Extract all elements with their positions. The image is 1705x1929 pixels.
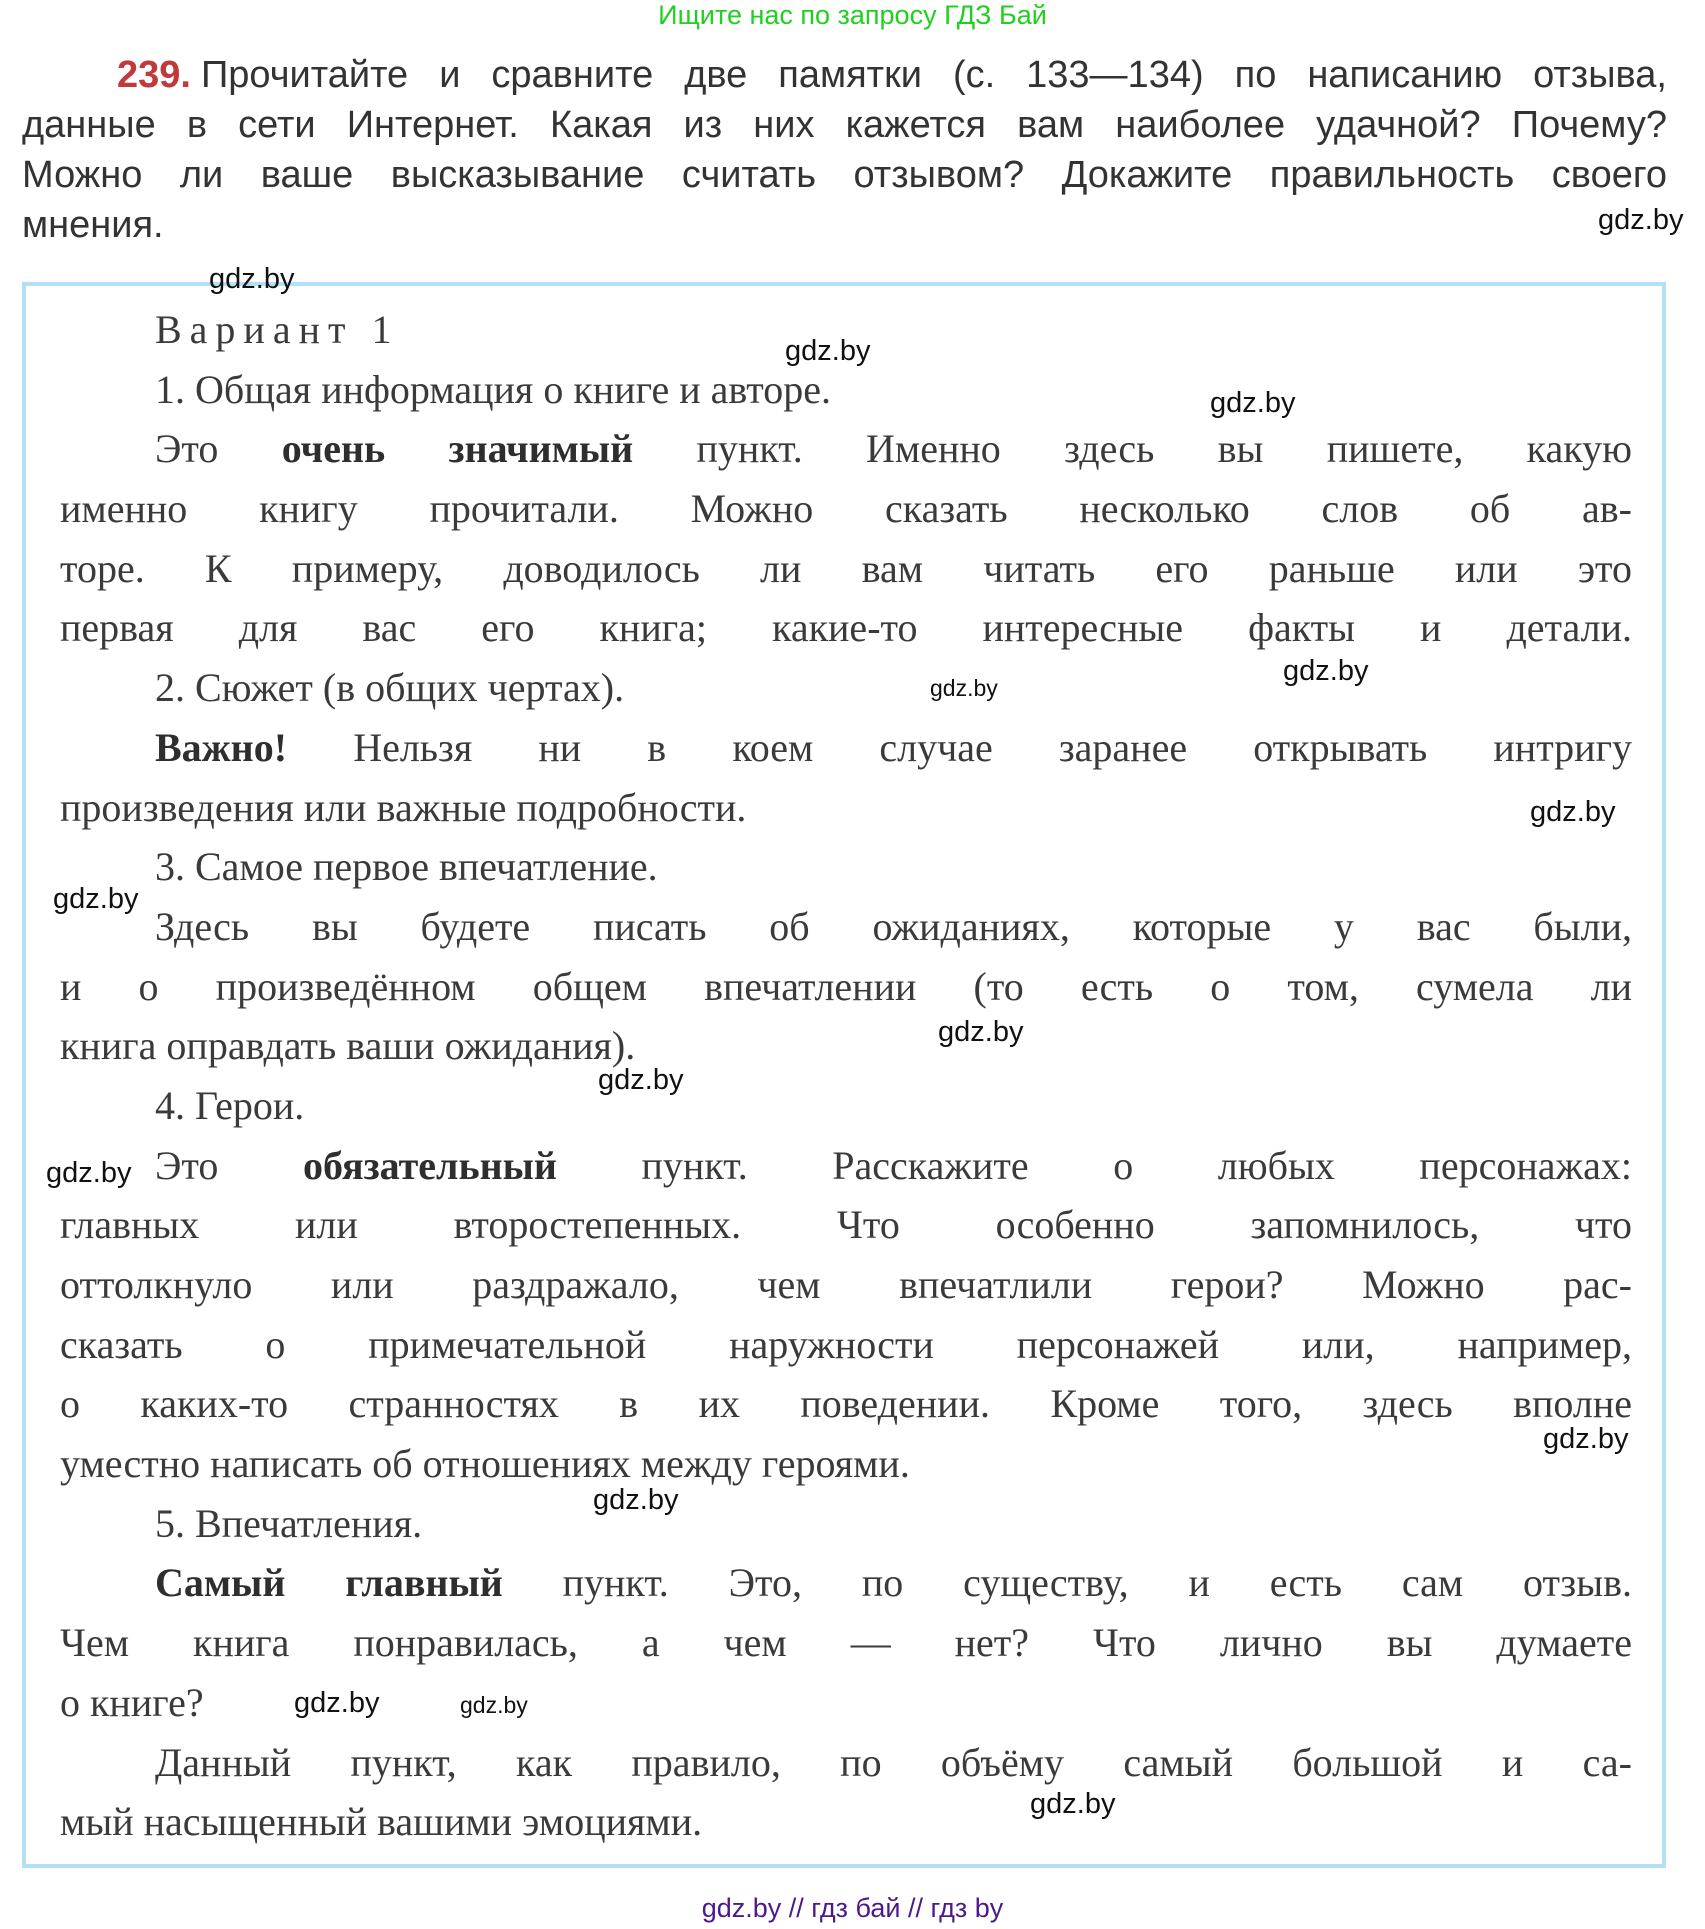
memo-text-segment: о каких-то странностях в их поведении. Кроме того, здесь вполне xyxy=(60,1381,1632,1427)
emphasis-text: Важно! xyxy=(155,724,288,770)
memo-line xyxy=(60,837,1632,897)
task-line: Можно ли ваше высказывание считать отзывом? Докажите правильность своего xyxy=(22,154,1667,196)
memo-text-segment: произведения или важные подробности. xyxy=(60,784,747,830)
memo-text-segment: сказать о примечательной наружности персонажей или, например, xyxy=(60,1321,1632,1367)
watermark: gdz.by xyxy=(930,675,998,701)
memo-line xyxy=(60,419,1632,479)
memo-line xyxy=(60,1494,1632,1554)
memo-line xyxy=(60,1136,1632,1196)
watermark: gdz.by xyxy=(1543,1423,1629,1455)
watermark: gdz.by xyxy=(46,1157,132,1189)
watermark: gdz.by xyxy=(938,1016,1024,1048)
footer-links: gdz.by // гдз бай // гдз by xyxy=(701,1893,1004,1923)
watermark: gdz.by xyxy=(1030,1788,1116,1820)
memo-text-segment: Нельзя ни в коем случае заранее открывать интригу xyxy=(287,724,1632,770)
memo-line xyxy=(60,1315,1632,1375)
memo-text-segment: торе. К примеру, доводилось ли вам читать его раньше или это xyxy=(60,545,1632,591)
memo-line xyxy=(60,1195,1632,1255)
memo-line xyxy=(60,897,1632,957)
memo-text-segment: 5. Впечатления. xyxy=(155,1500,423,1546)
watermark: gdz.by xyxy=(460,1692,528,1718)
watermark: gdz.by xyxy=(1210,387,1296,419)
memo-text-segment: книга оправдать ваши ожидания). xyxy=(60,1023,636,1069)
emphasis-text: обязательный xyxy=(302,1142,557,1188)
memo-text-segment: Данный пункт, как правило, по объёму самый большой и са- xyxy=(155,1739,1632,1785)
emphasis-text: Самый главный xyxy=(155,1560,503,1606)
memo-line xyxy=(60,957,1632,1017)
memo-text-segment: первая для вас его книга; какие-то интересные факты и детали. xyxy=(60,605,1632,651)
task-line xyxy=(22,50,1667,100)
memo-text-segment: пункт. Расскажите о любых персонажах: xyxy=(556,1142,1632,1188)
memo-text-segment: оттолкнуло или раздражало, чем впечатлили герои? Можно рас- xyxy=(60,1262,1632,1307)
memo-line xyxy=(60,1613,1632,1673)
task-line: данные в сети Интернет. Какая из них кажется вам наиболее удачной? Почему? xyxy=(22,104,1667,146)
watermark: gdz.by xyxy=(785,335,871,367)
watermark: gdz.by xyxy=(1530,796,1616,828)
task-text: Прочитайте и сравните две памятки (с. 133—134) по написанию отзыва, xyxy=(200,54,1667,96)
memo-text-segment: пункт. Это, по существу, и есть сам отзыв. xyxy=(502,1560,1632,1606)
memo-text-segment: Это xyxy=(155,1142,303,1188)
memo-text-segment: Здесь вы будете писать об ожиданиях, которые у вас были, xyxy=(155,903,1632,949)
memo-line xyxy=(60,1792,1632,1852)
memo-line xyxy=(60,1076,1632,1136)
memo-text-segment: 2. Сюжет (в общих чертах). xyxy=(155,665,625,711)
memo-text-segment: именно книгу прочитали. Можно сказать несколько слов об ав- xyxy=(60,486,1632,532)
memo-text-segment: 4. Герои. xyxy=(155,1082,305,1128)
memo-text-segment: уместно написать об отношениях между героями. xyxy=(60,1441,910,1487)
memo-text-segment: и о произведённом общем впечатлении (то есть о том, сумела ли xyxy=(60,963,1632,1009)
search-hint-banner: Ищите нас по запросу ГДЗ Бай xyxy=(658,0,1047,30)
memo-line xyxy=(60,598,1632,658)
watermark: gdz.by xyxy=(1283,655,1369,687)
memo-text-segment: Чем книга понравилась, а чем — нет? Что лично вы думаете xyxy=(60,1620,1632,1666)
memo-text-segment: о книге? xyxy=(60,1679,204,1725)
watermark: gdz.by xyxy=(294,1687,380,1719)
memo-text-segment: главных или второстепенных. Что особенно запомнилось, что xyxy=(60,1202,1632,1248)
memo-text-segment: пункт. Именно здесь вы пишете, какую xyxy=(633,426,1633,472)
watermark: gdz.by xyxy=(53,883,139,915)
memo-text-segment: Это xyxy=(155,426,282,472)
watermark: gdz.by xyxy=(1598,204,1684,236)
watermark: gdz.by xyxy=(209,263,295,295)
memo-line xyxy=(60,718,1632,778)
watermark: gdz.by xyxy=(593,1484,679,1516)
memo-text xyxy=(60,300,1632,1852)
memo-line xyxy=(60,1553,1632,1613)
memo-line xyxy=(60,1016,1632,1076)
memo-line xyxy=(60,1434,1632,1494)
memo-line xyxy=(60,539,1632,599)
memo-line xyxy=(60,479,1632,539)
memo-text-segment: Вариант 1 xyxy=(155,307,400,352)
watermark: gdz.by xyxy=(598,1064,684,1096)
exercise-number: 239. xyxy=(117,54,191,96)
memo-line xyxy=(60,658,1632,718)
exercise-task xyxy=(22,50,1667,250)
memo-line xyxy=(60,1733,1632,1793)
memo-line xyxy=(60,1255,1632,1315)
memo-line xyxy=(60,778,1632,838)
emphasis-text: очень значимый xyxy=(281,426,634,472)
memo-line xyxy=(60,360,1632,420)
memo-line xyxy=(60,1374,1632,1434)
task-line: мнения. xyxy=(22,204,164,246)
memo-text-segment: 3. Самое первое впечатление. xyxy=(155,844,658,890)
memo-text-segment: мый насыщенный вашими эмоциями. xyxy=(60,1799,703,1845)
memo-text-segment: 1. Общая информация о книге и авторе. xyxy=(155,366,831,412)
